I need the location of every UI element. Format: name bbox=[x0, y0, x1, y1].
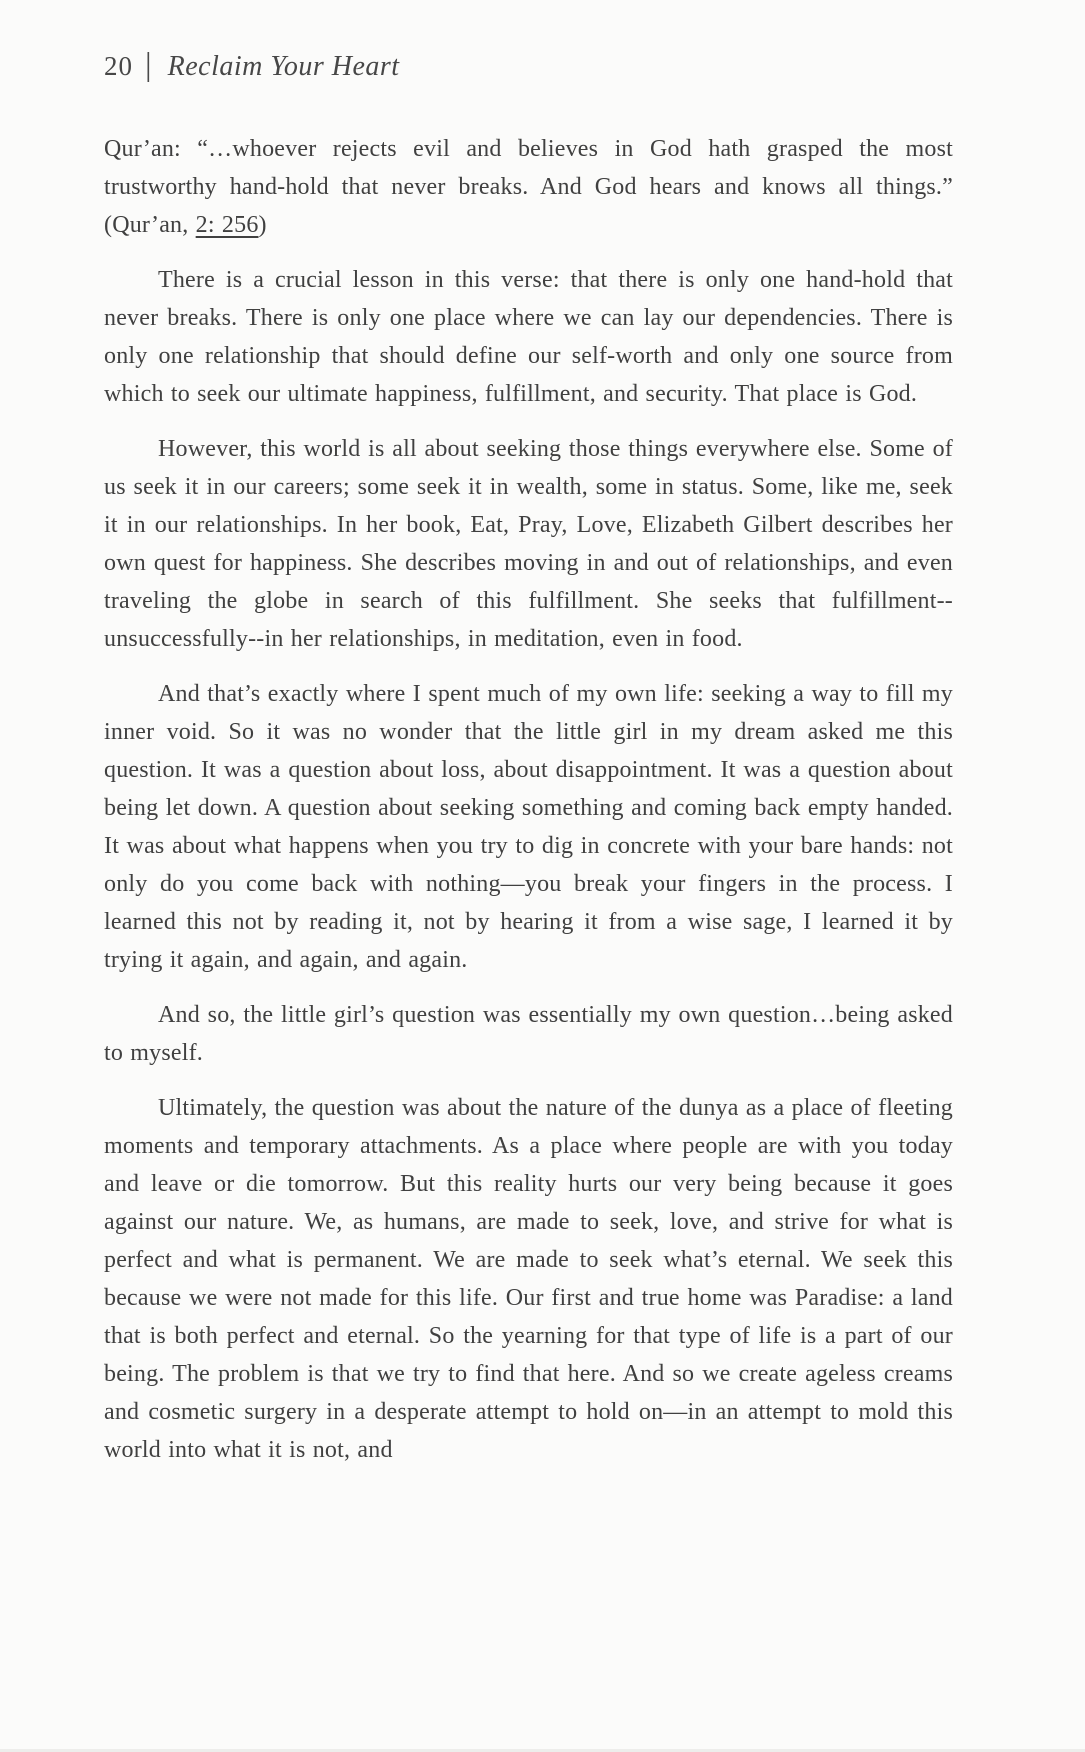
page-content bbox=[104, 130, 953, 1469]
paragraph-crucial-lesson: There is a crucial lesson in this verse: that there is only one hand-hold that never breaks. There is only one place where we can lay our dependencies. There is only one relationship that should define our self-worth and only one source from which to seek our ultimate happiness, fulfillment, and security. That place is God. bbox=[104, 267, 953, 407]
paragraph-nature-of-dunya: Ultimately, the question was about the nature of the dunya as a place of fleeting moments and temporary attachments. As a place where people are with you today and leave or die tomorrow. But this reality hurts our very being because it goes against our nature. We, as humans, are made to seek, love, and strive for what is perfect and what is permanent. We are made to seek what’s eternal. We seek this because we were not made for this life. Our first and true home was Paradise: a land that is both perfect and eternal. So the yearning for that type of life is a part of our being. The problem is that we try to find that here. And so we create ageless creams and cosmetic surgery in a desperate attempt to hold on—in an attempt to mold this world into what it is not, and bbox=[104, 1095, 953, 1463]
page-number: 20 bbox=[104, 51, 133, 81]
quote-text-before-link: Qur’an: “…whoever rejects evil and believes in God hath grasped the most trustworthy hand-hold that never breaks. And God hears and knows all things.” (Qur’an, bbox=[104, 136, 953, 238]
paragraph-little-girl-question: And so, the little girl’s question was essentially my own question…being asked to myself. bbox=[104, 1002, 953, 1066]
quote-text-after-link: ) bbox=[258, 212, 267, 238]
running-header bbox=[104, 46, 953, 86]
quran-verse-link[interactable]: 2: 256 bbox=[195, 212, 259, 238]
quran-quote-paragraph bbox=[104, 130, 953, 244]
paragraph-own-life: And that’s exactly where I spent much of my own life: seeking a way to fill my inner void. So it was no wonder that the little girl in my dream asked me this question. It was a question about loss, about disappointment. It was a question about being let down. A question about seeking something and coming back empty handed. It was about what happens when you try to dig in concrete with your bare hands: not only do you come back with nothing—you break your fingers in the process. I learned this not by reading it, not by hearing it from a wise sage, I learned it by trying it again, and again, and again. bbox=[104, 681, 953, 973]
header-separator: | bbox=[145, 47, 152, 83]
book-title: Reclaim Your Heart bbox=[167, 51, 400, 82]
paragraph-seeking-elsewhere: However, this world is all about seeking those things everywhere else. Some of us seek it in our careers; some seek it in wealth, some in status. Some, like me, seek it in our relationships. In her book, Eat, Pray, Love, Elizabeth Gilbert describes her own quest for happiness. She describes moving in and out of relationships, and even traveling the globe in search of this fulfillment. She seeks that fulfillment--unsuccessfully--in her relationships, in meditation, even in food. bbox=[104, 436, 953, 652]
